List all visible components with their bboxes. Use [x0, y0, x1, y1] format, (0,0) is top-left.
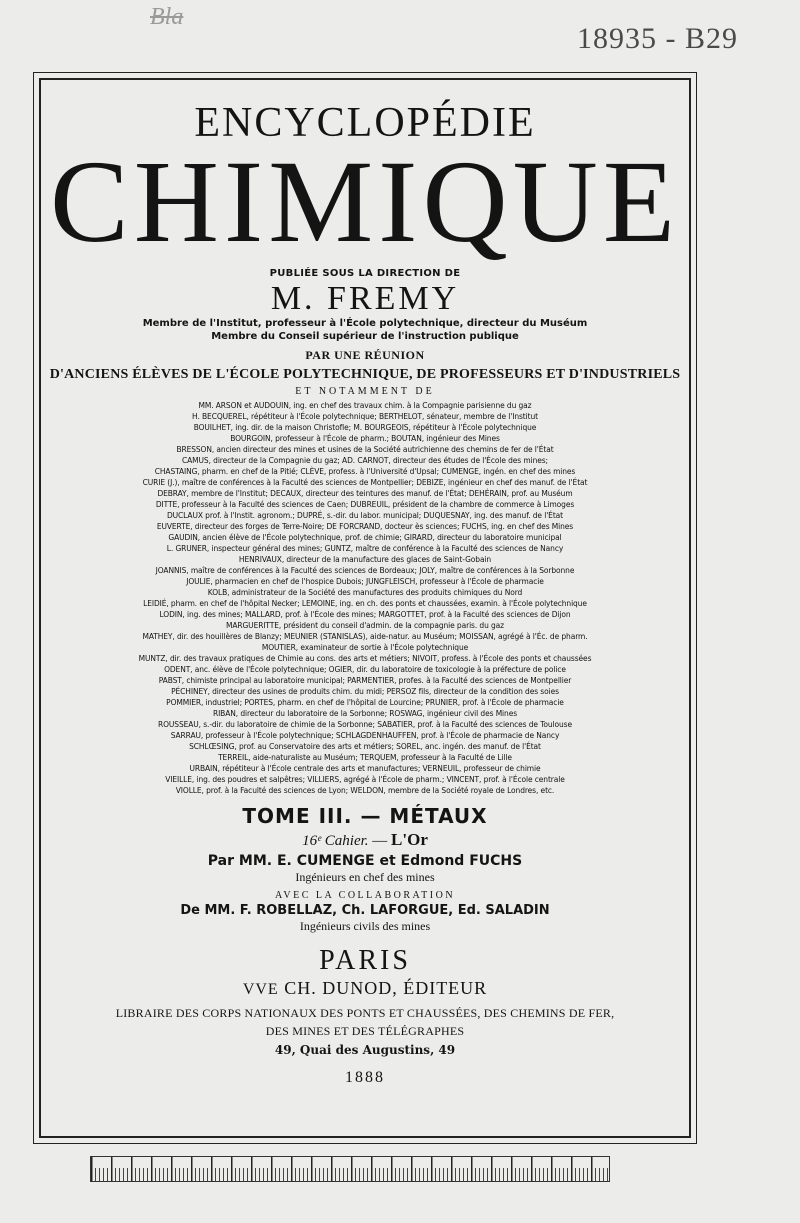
cahier-number: 16ᵉ Cahier.	[302, 832, 369, 849]
cahier-line	[41, 830, 689, 850]
title-page-content	[39, 78, 691, 1138]
contributor-line: VIOLLE, prof. à la Faculté des sciences de Lyon; WELDON, membre de la Société royale de Londres, etc.	[175, 785, 555, 795]
contributors-list	[41, 400, 689, 796]
publisher-line	[41, 978, 689, 999]
published-by: PUBLIÉE SOUS LA DIRECTION DE	[269, 267, 461, 279]
title-page-frame	[33, 72, 697, 1144]
contributor-line: MM. ARSON et AUDOUIN, ing. en chef des travaux chim. à la Compagnie parisienne du gaz	[198, 400, 532, 410]
volume-title: TOME III. — MÉTAUX	[242, 803, 488, 828]
contributor-line: ROUSSEAU, s.-dir. du laboratoire de chimie de la Sorbonne; SABATIER, prof. à la Faculté des sciences de Toulouse	[157, 719, 572, 729]
director-description-2: Membre du Conseil supérieur de l'instruction publique	[211, 330, 519, 342]
contributor-line: JOANNIS, maître de conférences à la Faculté des sciences de Bordeaux; JOLY, maître de conférences à la Sorbonne	[155, 565, 575, 575]
scribbled-note: Bla	[150, 4, 184, 30]
title-line-2: CHIMIQUE	[50, 136, 680, 267]
contributor-line: SARRAU, professeur à l'École polytechnique; SCHLAGDENHAUFFEN, prof. à l'École de pharmacie de Nancy	[170, 730, 560, 740]
contributor-line: LEIDIÉ, pharm. en chef de l'hôpital Necker; LEMOINE, ing. en ch. des ponts et chaussées, examin. à l'École polytechnique	[143, 598, 587, 608]
publisher-address: 49, Quai des Augustins, 49	[274, 1043, 456, 1058]
reunion-heading: PAR UNE RÉUNION	[305, 347, 425, 362]
collaborators-line: De MM. F. ROBELLAZ, Ch. LAFORGUE, Ed. SALADIN	[180, 902, 550, 918]
notamment-heading: ET NOTAMMENT DE	[295, 385, 435, 397]
shelfmark-number: 18935 - B29	[577, 22, 738, 55]
contributor-line: POMMIER, industriel; PORTES, pharm. en chef de l'hôpital de Lourcine; PRUNIER, prof. à l'École de pharmacie	[166, 697, 564, 707]
contributor-line: MOUTIER, examinateur de sortie à l'École polytechnique	[261, 642, 469, 652]
contributor-line: BOURGOIN, professeur à l'École de pharm.; BOUTAN, ingénieur des Mines	[230, 433, 500, 443]
contributor-line: BOUILHET, ing. dir. de la maison Christofle; M. BOURGEOIS, répétiteur à l'École polytechnique	[193, 422, 537, 432]
scale-ruler	[90, 1156, 610, 1182]
contributor-line: H. BECQUEREL, répétiteur à l'École polytechnique; BERTHELOT, sénateur, membre de l'Institut	[192, 411, 538, 421]
contributor-line: CURIE (J.), maître de conférences à la Faculté des sciences de Montpellier; DEBIZE, ingénieur en chef des manuf. de l'État	[142, 477, 588, 487]
contributor-line: URBAIN, répétiteur à l'École centrale des arts et manufactures; VERNEUIL, professeur de chimie	[189, 763, 541, 773]
contributor-line: LODIN, ing. des mines; MALLARD, prof. à l'École des mines; MARGOTTET, prof. à la Faculté des sciences de Dijon	[159, 609, 571, 619]
contributor-line: EUVERTE, directeur des forges de Terre-Noire; DE FORCRAND, docteur ès sciences; FUCHS, ing. en chef des Mines	[156, 521, 574, 531]
librairie-line-2: DES MINES ET DES TÉLÉGRAPHES	[265, 1024, 465, 1039]
librairie-line-1: LIBRAIRE DES CORPS NATIONAUX DES PONTS ET CHAUSSÉES, DES CHEMINS DE FER,	[115, 1006, 615, 1021]
contributor-line: CAMUS, directeur de la Compagnie du gaz; AD. CARNOT, directeur des études de l'École des mines;	[182, 455, 548, 465]
director-name: M. FREMY	[270, 279, 460, 317]
contributor-line: TERREIL, aide-naturaliste au Muséum; TERQUEM, professeur à la Faculté de Lille	[218, 752, 512, 762]
title-line-1: ENCYCLOPÉDIE	[194, 100, 536, 146]
cahier-dash: —	[368, 832, 392, 849]
collaboration-heading: AVEC LA COLLABORATION	[274, 889, 456, 901]
publisher-name: CH. DUNOD, ÉDITEUR	[278, 978, 488, 999]
contributor-line: DEBRAY, membre de l'Institut; DECAUX, directeur des teintures des manuf. de l'État; DEHÉRAIN, prof. au Muséum	[157, 488, 573, 498]
collaborators-role: Ingénieurs civils des mines	[299, 918, 431, 933]
contributor-line: DITTE, professeur à la Faculté des sciences de Caen; DUBREUIL, président de la chambre de commerce à Limoges	[155, 499, 575, 509]
contributor-line: KOLB, administrateur de la Société des manufactures des produits chimiques du Nord	[207, 587, 523, 597]
contributor-line: L. GRUNER, inspecteur général des mines; GUNTZ, maître de conférence à la Faculté des sciences de Nancy	[166, 543, 564, 553]
contributor-line: BRESSON, ancien directeur des mines et usines de la Société autrichienne des chemins de fer de l'État	[176, 444, 554, 454]
authors-line: Par MM. E. CUMENGE et Edmond FUCHS	[207, 852, 523, 869]
contributor-line: PABST, chimiste principal au laboratoire municipal; PARMENTIER, profes. à la Faculté des sciences de Montpellier	[158, 675, 572, 685]
publication-year: 1888	[345, 1069, 385, 1087]
contributor-line: SCHLŒSING, prof. au Conservatoire des arts et métiers; SOREL, anc. ingén. des manuf. de l'État	[189, 741, 541, 751]
director-description-1: Membre de l'Institut, professeur à l'École polytechnique, directeur du Muséum	[142, 317, 588, 329]
contributor-line: RIBAN, directeur du laboratoire de la Sorbonne; ROSWAG, ingénieur civil des Mines	[212, 708, 518, 718]
authors-role: Ingénieurs en chef des mines	[295, 869, 435, 884]
anciens-heading: D'ANCIENS ÉLÈVES DE L'ÉCOLE POLYTECHNIQUE, DE PROFESSEURS ET D'INDUSTRIELS	[49, 366, 681, 382]
contributor-line: ODENT, anc. élève de l'École polytechnique; OGIER, dir. du laboratoire de toxicologie à la préfecture de police	[164, 664, 566, 674]
contributor-line: MARGUERITTE, président du conseil d'admin. de la compagnie paris. du gaz	[225, 620, 505, 630]
contributor-line: GAUDIN, ancien élève de l'École polytechnique, prof. de chimie; GIRARD, directeur du laboratoire municipal	[168, 532, 562, 542]
contributor-line: MUNTZ, dir. des travaux pratiques de Chimie au cons. des arts et métiers; NIVOIT, profess. à l'École des ponts et chaussées	[138, 653, 592, 663]
imprint-city: PARIS	[319, 944, 411, 976]
contributor-line: DUCLAUX prof. à l'Instit. agronom.; DUPRÉ, s.-dir. du labor. municipal; DUQUESNAY, ing. des manuf. de l'État	[166, 510, 563, 520]
contributor-line: VIEILLE, ing. des poudres et salpêtres; VILLIERS, agrégé à l'École de pharm.; VINCENT, prof. à l'École centrale	[165, 774, 565, 784]
contributor-line: CHASTAING, pharm. en chef de la Pitié; CLÈVE, profess. à l'Université d'Upsal; CUMENGE, ingén. en chef des mines	[154, 466, 576, 476]
contributor-line: JOULIE, pharmacien en chef de l'hospice Dubois; JUNGFLEISCH, professeur à l'École de pharmacie	[186, 576, 544, 586]
cahier-title: L'Or	[391, 829, 428, 849]
publisher-prefix: VVE	[242, 981, 279, 999]
contributor-line: MATHEY, dir. des houillères de Blanzy; MEUNIER (STANISLAS), aide-natur. au Muséum; MOISSAN, agrégé à l'Éc. de pharm.	[142, 631, 588, 641]
contributor-line: HENRIVAUX, directeur de la manufacture des glaces de Saint-Gobain	[238, 554, 492, 564]
contributor-line: PÉCHINEY, directeur des usines de produits chim. du midi; PERSOZ fils, directeur de la condition des soies	[171, 686, 559, 696]
